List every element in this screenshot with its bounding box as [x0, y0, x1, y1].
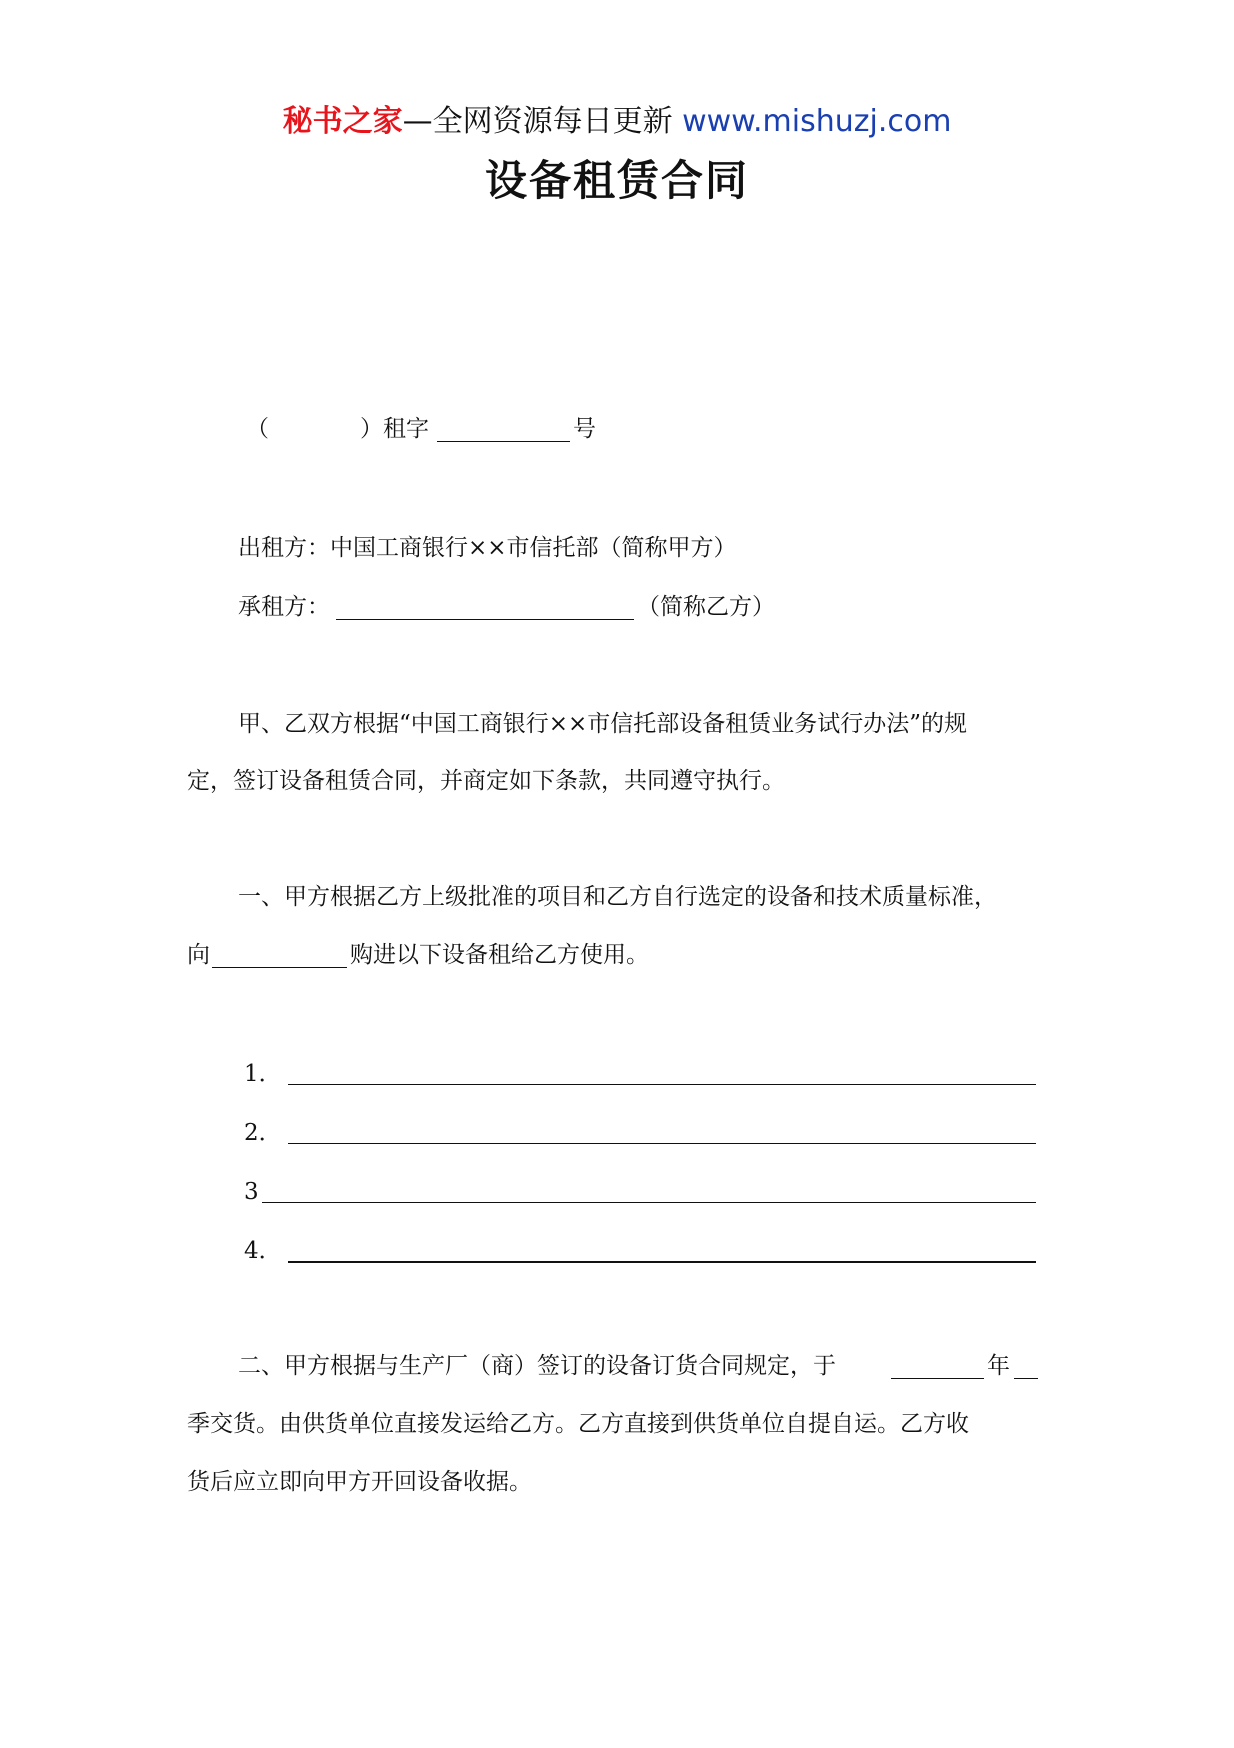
list-item-blank [262, 1202, 1036, 1203]
clause-1-line-1: 一、甲方根据乙方上级批准的项目和乙方自行选定的设备和技术质量标准， [238, 884, 997, 910]
lessee-blank [336, 619, 634, 620]
document-title: 设备租赁合同 [484, 156, 749, 205]
list-item-number: 1． [244, 1061, 282, 1087]
contract-number-suffix: 号 [573, 416, 596, 442]
supplier-blank [212, 967, 347, 968]
contract-number-blank [437, 441, 570, 442]
list-item-number: 3 [244, 1179, 259, 1205]
contract-number-open: （ [246, 416, 269, 442]
lessor-line [238, 533, 737, 563]
contract-number-label: ）租字 [360, 416, 429, 442]
year-label: 年 [987, 1353, 1010, 1379]
header-tagline: —全网资源每日更新 [402, 104, 673, 139]
lessor-value: 中国工商银行××市信托部（简称甲方） [330, 535, 737, 561]
list-item-number: 4． [244, 1238, 282, 1264]
lessee-label: 承租方： [238, 594, 330, 620]
clause-2-line-3: 货后应立即向甲方开回设备收据。 [187, 1469, 532, 1495]
site-header [0, 102, 1234, 142]
list-item-blank [288, 1261, 1036, 1263]
list-item-blank [288, 1143, 1036, 1144]
preamble-line-1: 甲、乙双方根据“中国工商银行××市信托部设备租赁业务试行办法”的规 [238, 711, 968, 737]
lessor-label: 出租方： [238, 535, 330, 561]
lessee-suffix: （简称乙方） [637, 594, 775, 620]
year-blank [891, 1378, 984, 1379]
clause-2-line-2: 季交货。由供货单位直接发运给乙方。乙方直接到供货单位自提自运。乙方收 [187, 1411, 969, 1437]
list-item-blank [288, 1084, 1036, 1085]
clause-2-line-1: 二、甲方根据与生产厂（商）签订的设备订货合同规定，于 [238, 1353, 836, 1379]
clause-1-suffix: 购进以下设备租给乙方使用。 [350, 942, 649, 968]
season-blank [1014, 1378, 1038, 1379]
brand-name: 秘书之家 [282, 104, 403, 139]
preamble-line-2: 定，签订设备租赁合同，并商定如下条款，共同遵守执行。 [187, 768, 785, 794]
list-item-number: 2． [244, 1120, 282, 1146]
clause-1-prefix: 向 [187, 942, 210, 968]
site-url-link[interactable]: www.mishuzj.com [682, 104, 952, 139]
